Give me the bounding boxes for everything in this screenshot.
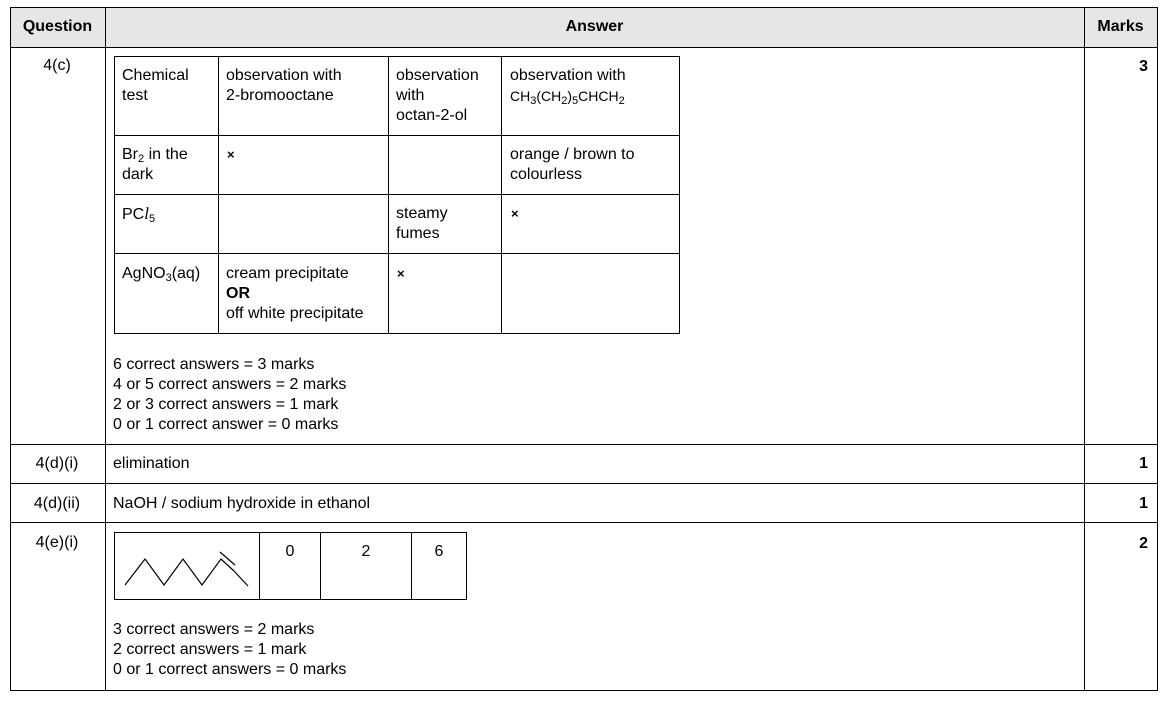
question-number: 4(d)(ii) xyxy=(33,495,81,512)
scheme-line: 2 or 3 correct answers = 1 mark xyxy=(113,396,339,413)
scheme-line: 4 or 5 correct answers = 2 marks xyxy=(113,376,347,393)
cross-mark: × xyxy=(397,266,405,281)
inner-border xyxy=(114,333,680,334)
inner-border xyxy=(501,56,502,334)
answer-text: elimination xyxy=(113,455,190,472)
observation-pcl5-octanol: steamy fumes xyxy=(396,205,448,242)
inner-border xyxy=(114,56,115,334)
test-pcl5: PCl$_5$ xyxy=(122,204,156,225)
inner-border xyxy=(114,56,680,57)
inner-border xyxy=(388,56,389,334)
col-header-alkene: observation with $CH_3(CH_2)_5CHCH_2$ xyxy=(510,67,626,107)
answer-box: 6 xyxy=(434,543,444,560)
answer-box: 0 xyxy=(285,543,295,560)
question-number: 4(e)(i) xyxy=(35,534,79,551)
table-border-right xyxy=(1157,7,1158,691)
inner-border xyxy=(218,56,219,334)
marks-value: 1 xyxy=(1139,495,1148,512)
col-header-2-bromooctane: observation with 2-bromooctane xyxy=(226,67,342,104)
answer-box: 2 xyxy=(361,543,371,560)
observation-br2-alkene: orange / brown to colourless xyxy=(510,146,635,183)
question-number: 4(c) xyxy=(43,57,71,74)
table-border-bottom xyxy=(10,690,1158,691)
scheme-line: 0 or 1 correct answers = 0 marks xyxy=(113,661,347,678)
header-marks: Marks xyxy=(1097,18,1144,35)
inner-border xyxy=(679,56,680,334)
answer-text: NaOH / sodium hydroxide in ethanol xyxy=(113,495,371,512)
table-border-left xyxy=(10,7,11,691)
observation-agno3-bromooctane: cream precipitate OR off white precipitate xyxy=(226,265,364,322)
inner-border xyxy=(114,253,680,254)
row-divider xyxy=(10,483,1158,484)
col-header-octan-2-ol: observation with octan-2-ol xyxy=(396,67,479,124)
scheme-line: 3 correct answers = 2 marks xyxy=(113,621,315,638)
inner-border xyxy=(114,194,680,195)
column-divider xyxy=(1084,7,1085,691)
scheme-line: 0 or 1 correct answer = 0 marks xyxy=(113,416,339,433)
cross-mark: × xyxy=(227,147,235,162)
question-number: 4(d)(i) xyxy=(35,455,79,472)
inner-border xyxy=(114,135,680,136)
scheme-line: 2 correct answers = 1 mark xyxy=(113,641,307,658)
marks-value: 2 xyxy=(1139,535,1148,552)
marks-value: 3 xyxy=(1139,58,1148,75)
inner-border xyxy=(466,532,467,600)
header-answer: Answer xyxy=(565,18,624,35)
scheme-line: 6 correct answers = 3 marks xyxy=(113,356,315,373)
table-border-top xyxy=(10,7,1158,8)
test-agno3: AgNO$_3$(aq) xyxy=(122,265,201,284)
header-question: Question xyxy=(22,18,93,35)
cross-mark: × xyxy=(511,206,519,221)
row-divider xyxy=(10,522,1158,523)
marks-value: 1 xyxy=(1139,455,1148,472)
header-divider xyxy=(10,47,1158,48)
col-header-test: Chemical test xyxy=(122,67,189,104)
test-br2: $Br_2$ in the dark xyxy=(122,146,188,183)
inner-border xyxy=(114,599,467,600)
row-divider xyxy=(10,444,1158,445)
column-divider xyxy=(105,7,106,691)
skeletal-formula-diagram xyxy=(114,532,259,599)
